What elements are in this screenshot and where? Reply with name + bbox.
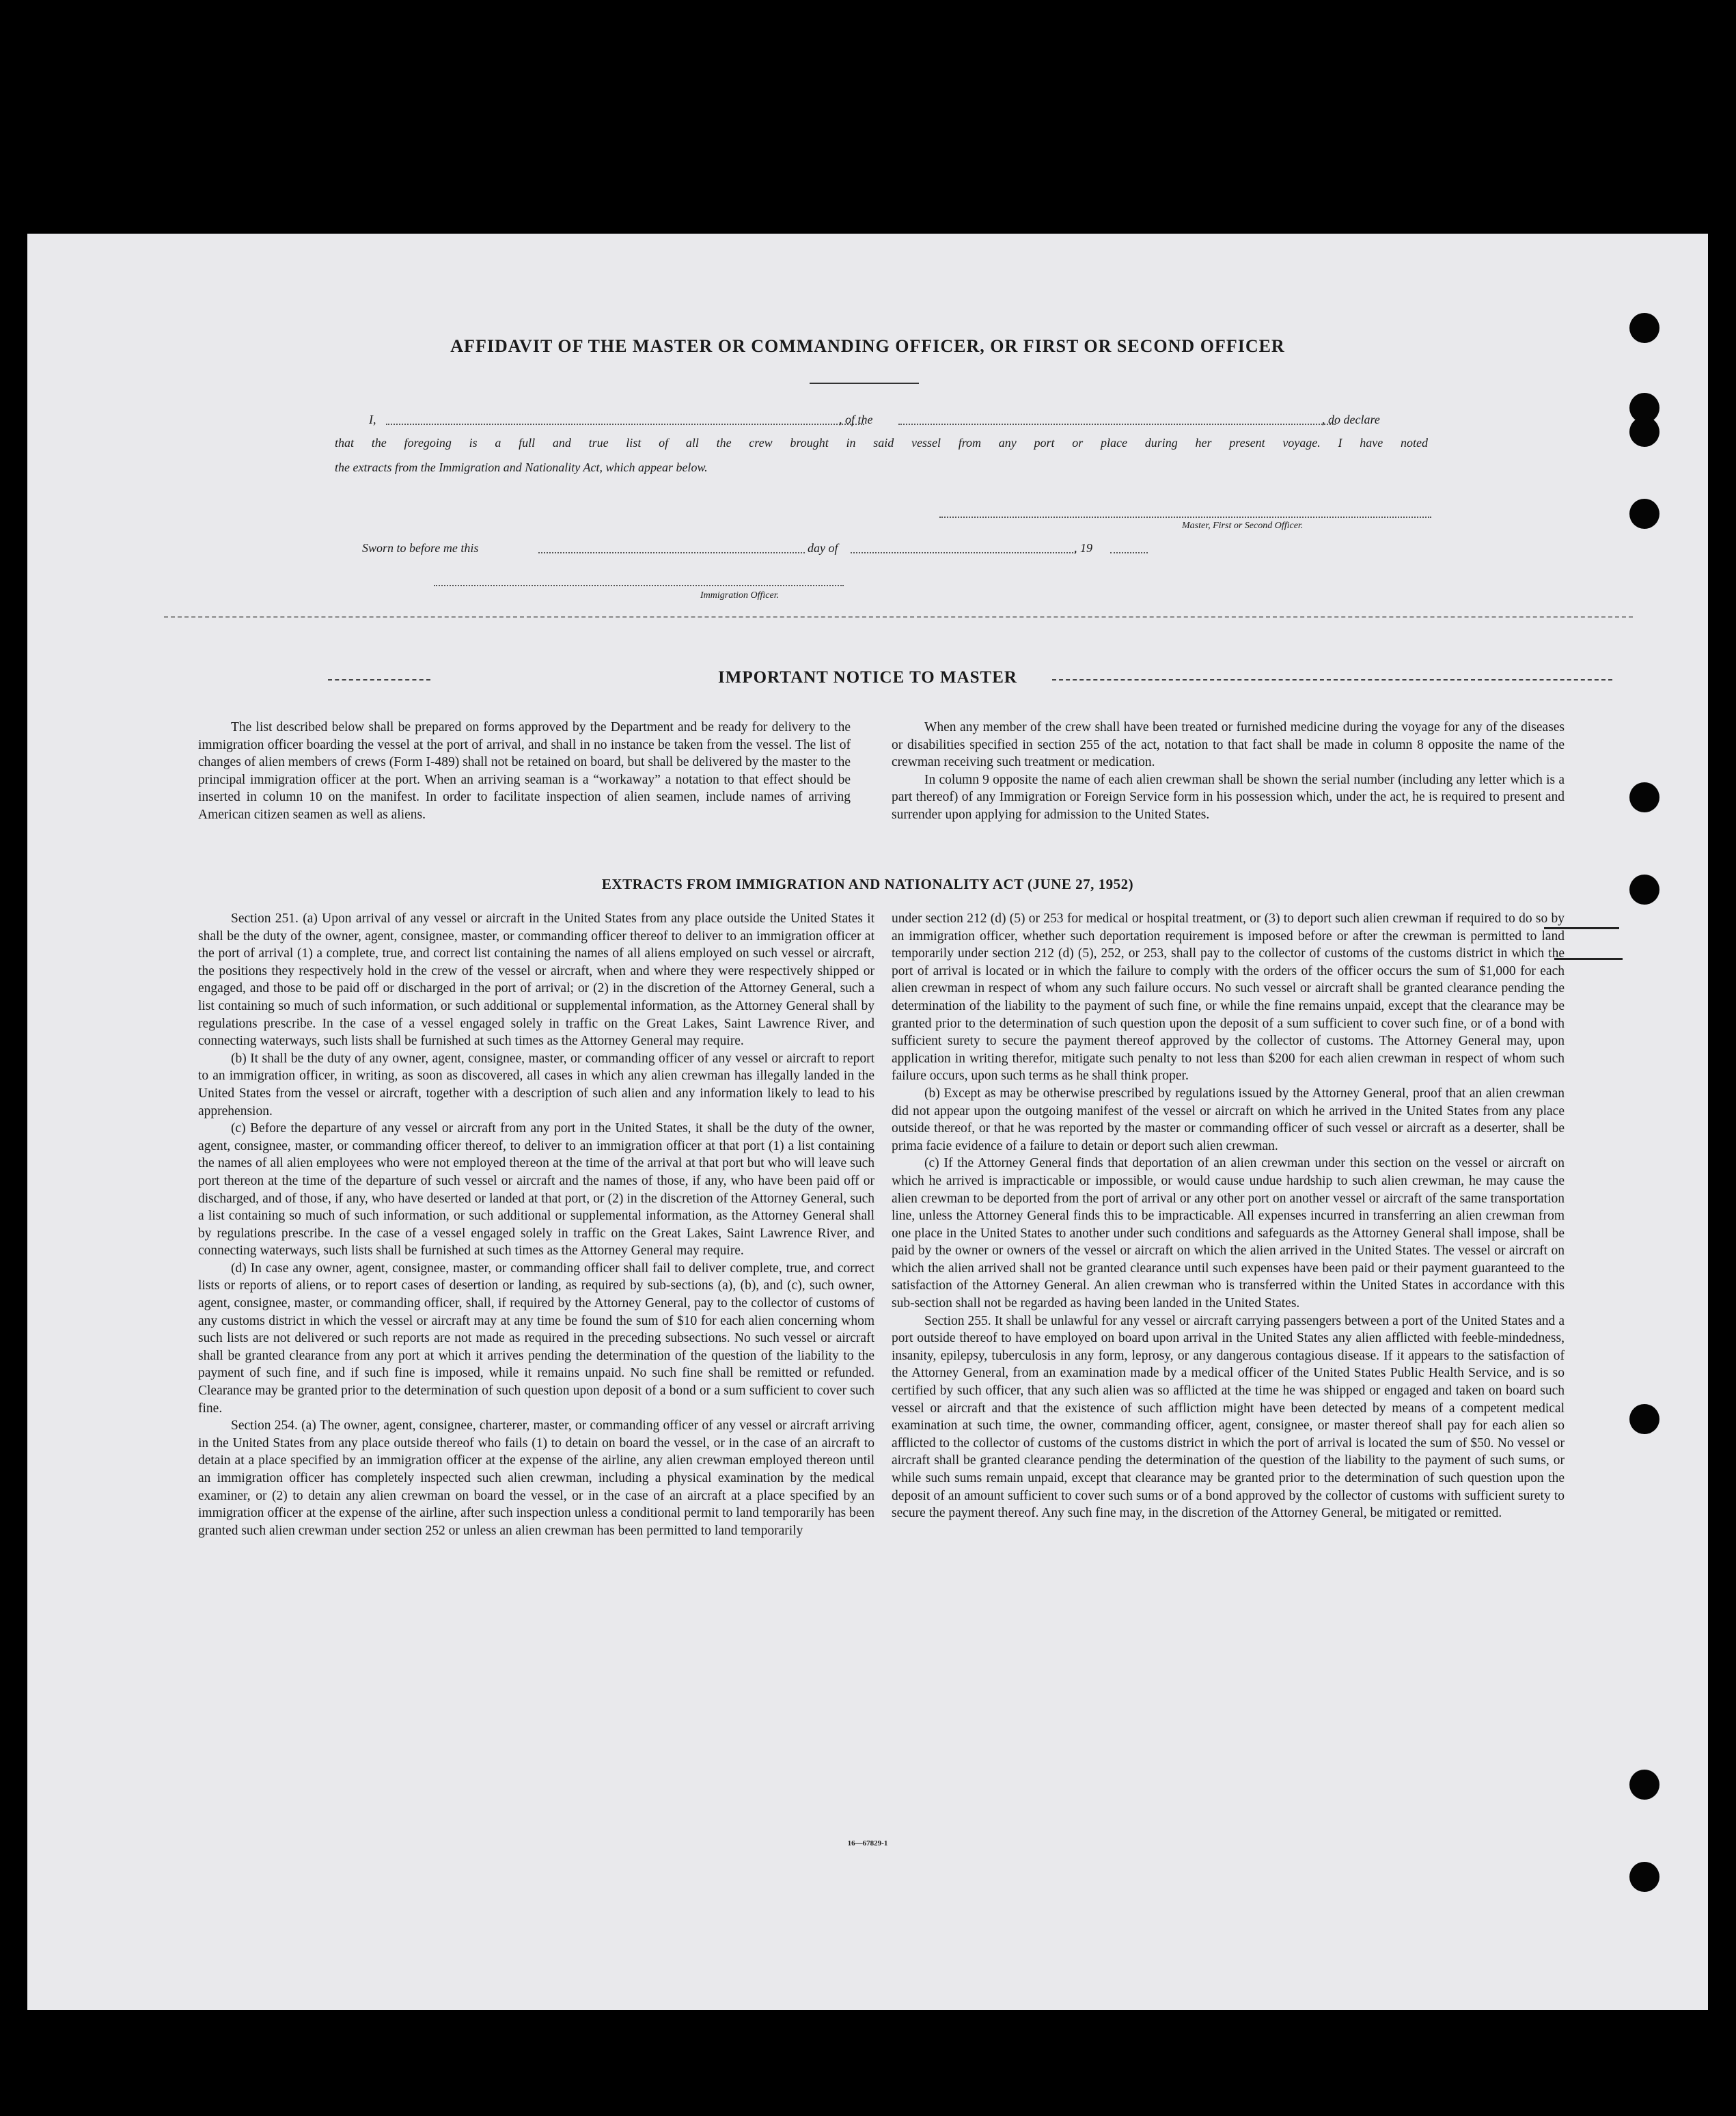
officer-signature-field[interactable]	[434, 585, 844, 586]
section-254b-paragraph: (b) Except as may be otherwise prescribed by regulations issued by the Attorney General, proof that an alien crewman did not appear upon the outgoing manifest of the vessel or aircraft on which he arrived in the United States from any place outside thereof, or that he was reported by the master or commanding officer of such vessel or aircraft as a deserter, shall be prima facie evidence of a failure to detain or deport such alien crewman.	[892, 1086, 1565, 1153]
vessel-field[interactable]	[898, 424, 1336, 425]
affidavit-title: AFFIDAVIT OF THE MASTER OR COMMANDING OFFICER, OR FIRST OR SECOND OFFICER	[450, 336, 1285, 356]
pen-mark	[1544, 927, 1619, 929]
sworn-day-field[interactable]	[538, 552, 805, 553]
declaration-text-1: that the foregoing is a full and true list of all the crew brought in said vessel from any port or place during her present voyage. I have noted	[335, 436, 1428, 450]
binder-hole	[1629, 1862, 1659, 1892]
section-251d-paragraph: (d) In case any owner, agent, consignee, master, or commanding officer shall fail to deliver complete, true, and correct lists or reports of aliens, or to report cases of desertion or landing, as required by sub-sections (a), (b), and (c), such owner, agent, consignee, master, or commanding officer, shall, if required by the Attorney General, pay to the collector of customs of any customs district in which the vessel or aircraft may at any time be found the sum of $10 for each alien concerning whom such lists are not delivered or such reports are not made as required in the preceding subsections. No such vessel or aircraft shall be granted clearance from any port at which it arrives pending the determination of the question of the liability to the payment of such fine, and if such fine is imposed, while it remains unpaid. No such fine shall be remitted or refunded. Clearance may be granted prior to the determination of such question upon deposit of a bond or a sum sufficient to cover such fine.	[198, 1261, 874, 1416]
document-page	[27, 234, 1708, 2010]
year-label: , 19	[1074, 541, 1092, 555]
sworn-label: Sworn to before me this	[362, 541, 479, 555]
notice-rule-right	[1052, 679, 1612, 681]
do-declare-label: , do declare	[1322, 413, 1380, 426]
binder-hole	[1629, 417, 1659, 447]
notice-paragraph: In column 9 opposite the name of each alien crewman shall be shown the serial number (including any letter which is a part thereof) of any Immigration or Foreign Service form in his possession which, under the act, he is required to present and surrender upon applying for admission to the United States.	[892, 772, 1565, 822]
binder-hole	[1629, 313, 1659, 343]
notice-paragraph: When any member of the crew shall have been treated or furnished medicine during the voyage for any of the diseases or disabilities specified in section 255 of the act, notation to that fact shall be made in column 8 opposite the name of the crewman receiving such treatment or medication.	[892, 720, 1565, 770]
notice-left-column	[198, 719, 851, 824]
binder-hole	[1629, 499, 1659, 529]
section-254c-paragraph: (c) If the Attorney General finds that deportation of an alien crewman under this section on the vessel or aircraft on which he arrived is impracticable or impossible, or would cause undue hardship to such alien crewman, he may cause the alien crewman to be deported from the port of arrival or any other port on another vessel or aircraft of the same transportation line, unless the Attorney General finds this to be impracticable. All expenses incurred in transferring an alien crewman from one place in the United States to another under such conditions and safeguards as the Attorney General shall impose, shall be paid by the owner or owners of the vessel or aircraft on which the alien arrived in the United States. The vessel or aircraft on which the alien arrived shall not be granted clearance until such expenses have been paid or their payment guaranteed to the satisfaction of the Attorney General. An alien crewman who is transferred within the United States in accordance with this sub-section shall not be regarded as having been landed in the United States.	[892, 1156, 1565, 1311]
notice-paragraph: The list described below shall be prepared on forms approved by the Department and be ready for delivery to the immigration officer boarding the vessel at the port of arrival, and shall in no instance be taken from the vessel. The list of changes of alien members of crews (Form I-489) shall not be retained on board, but shall be delivered by the master to the principal immigration officer at the port. When an arriving seaman is a “workaway” a notation to that effect should be inserted in column 10 on the manifest. In order to facilitate inspection of alien seamen, include names of arriving American citizen seamen as well as aliens.	[198, 720, 851, 822]
notice-right-column	[892, 719, 1565, 824]
binder-hole	[1629, 1404, 1659, 1434]
binder-hole	[1629, 1770, 1659, 1800]
section-251b-paragraph: (b) It shall be the duty of any owner, agent, consignee, master, or commanding officer of any vessel or aircraft to report to an immigration officer, in writing, as soon as discovered, all cases in which any alien crewman has illegally landed in the United States from the vessel or aircraft, together with a description of such alien and any information likely to lead to his apprehension.	[198, 1051, 874, 1118]
section-251a-paragraph: Section 251. (a) Upon arrival of any vessel or aircraft in the United States from any place outside the United States it shall be the duty of the owner, agent, consignee, master, or commanding officer thereof to deliver to an immigration officer at the port of arrival (1) a complete, true, and correct list containing the names of all aliens employed on such vessel or aircraft, the positions they respectively hold in the crew of the vessel or aircraft, when and where they were respectively shipped or engaged, and those to be paid off or discharged in the port of arrival; or (2) in the discretion of the Attorney General, such a list containing so much of such information, or such additional or supplemental information, as the Attorney General shall by regulations prescribe. In the case of a vessel engaged solely in traffic on the Great Lakes, Saint Lawrence River, and connecting waterways, such lists shall be furnished at such times as the Attorney General may require.	[198, 911, 874, 1049]
day-of-label: day of	[808, 541, 838, 555]
notice-title: IMPORTANT NOTICE TO MASTER	[718, 668, 1017, 687]
binder-hole	[1629, 875, 1659, 905]
binder-hole	[1629, 782, 1659, 812]
of-the-label: , of the	[839, 413, 873, 426]
sworn-year-field[interactable]	[1110, 552, 1148, 553]
i-label: I,	[369, 413, 376, 426]
pen-mark	[1554, 958, 1623, 960]
extracts-left-column	[198, 910, 874, 1539]
section-254a-paragraph: Section 254. (a) The owner, agent, consignee, charterer, master, or commanding officer of any vessel or aircraft arriving in the United States from any place outside thereof who fails (1) to detain on board the vessel, or in the case of an aircraft to detain at a place specified by an immigration officer at the expense of the airline, any alien crewman employed thereon until an immigration officer has completely inspected such alien crewman, including a physical examination by the medical examiner, or (2) to detain any alien crewman on board the vessel, or in the case of an aircraft at a place specified by an immigration officer at the expense of the airline, after such inspection unless a conditional permit to land temporarily has been granted such alien crewman under section 252 or unless an alien crewman has been permitted to land temporarily	[198, 1418, 874, 1538]
name-field[interactable]	[386, 424, 864, 425]
form-code: 16—67829-1	[847, 1839, 888, 1847]
declaration-text-2: the extracts from the Immigration and Nationality Act, which appear below.	[335, 461, 708, 474]
extracts-right-column	[892, 910, 1565, 1522]
master-signature-field[interactable]	[939, 517, 1431, 518]
section-255-paragraph: Section 255. It shall be unlawful for any vessel or aircraft carrying passengers between a port of the United States and a port outside thereof to have employed on board upon arrival in the United States any alien afflicted with feeble-mindedness, insanity, epilepsy, tuberculosis in any form, leprosy, or any dangerous contagious disease. If it appears to the satisfaction of the Attorney General, from an examination made by a medical officer of the United States Public Health Service, and is so certified by such officer, that any such alien was so afflicted at the time he was shipped or engaged and taken on board such vessel or aircraft and that the existence of such affliction might have been detected by means of a competent medical examination at such time, the owner, commanding officer, agent, consignee, or master thereof shall pay for each alien so afflicted to the collector of customs of the customs district in which the port of arrival is located the sum of $50. No vessel or aircraft shall be granted clearance pending the determination of the question of the liability to the payment of such sums, or while such sums remain unpaid, except that clearance may be granted prior to the determination of such question upon the deposit of an amount sufficient to cover such sums or of a bond approved by the collector of customs with sufficient surety to secure the payment thereof. Any such fine may, in the discretion of the Attorney General, be mitigated or remitted.	[892, 1313, 1565, 1521]
officer-signature-caption: Immigration Officer.	[700, 590, 780, 601]
extracts-title: EXTRACTS FROM IMMIGRATION AND NATIONALITY ACT (JUNE 27, 1952)	[601, 876, 1134, 892]
section-251c-paragraph: (c) Before the departure of any vessel or aircraft from any port in the United States, it shall be the duty of the owner, agent, consignee, master, or commanding officer thereof, to deliver to an immigration officer at that port (1) a list containing the names of all alien employees who were not employed thereon at the time of the arrival at that port but who will leave such port thereon at the time of the departure of such vessel or aircraft and the names of those, if any, who have been paid off or discharged, and of those, if any, who have deserted or landed at that port, or (2) in the discretion of the Attorney General, such a list containing so much of such information, or such additional or supplemental information, as the Attorney General shall by regulations prescribe. In the case of a vessel engaged solely in traffic on the Great Lakes, Saint Lawrence River, and connecting waterways, such lists shall be furnished at such times as the Attorney General may require.	[198, 1121, 874, 1259]
master-signature-caption: Master, First or Second Officer.	[1182, 521, 1304, 531]
section-254a-continued: under section 212 (d) (5) or 253 for medical or hospital treatment, or (3) to deport such alien crewman if required to do so by an immigration officer, whether such deportation requirement is imposed before or after the crewman is permitted to land temporarily under section 212 (d) (5), 252, or 253, shall pay to the collector of customs of the customs district in which the port of arrival is located or in which the failure to comply with the orders of the officer occurs the sum of $1,000 for each alien crewman in respect of whom any such failure occurs. No such vessel or aircraft shall be granted clearance pending the determination of the liability to the payment of such fine, or while the fine remains unpaid, except that the clearance may be granted prior to the determination of such question upon the deposit of a sum sufficient to cover such fine, or of a bond with sufficient surety to secure the payment thereof approved by the collector of customs. The Attorney General may, upon application in writing therefor, mitigate such penalty to not less than $200 for each alien crewman in respect of whom such failure occurs, upon such terms as he shall think proper.	[892, 911, 1565, 1084]
title-underline	[810, 383, 919, 384]
sworn-month-field[interactable]	[851, 552, 1076, 553]
section-separator	[164, 616, 1633, 618]
